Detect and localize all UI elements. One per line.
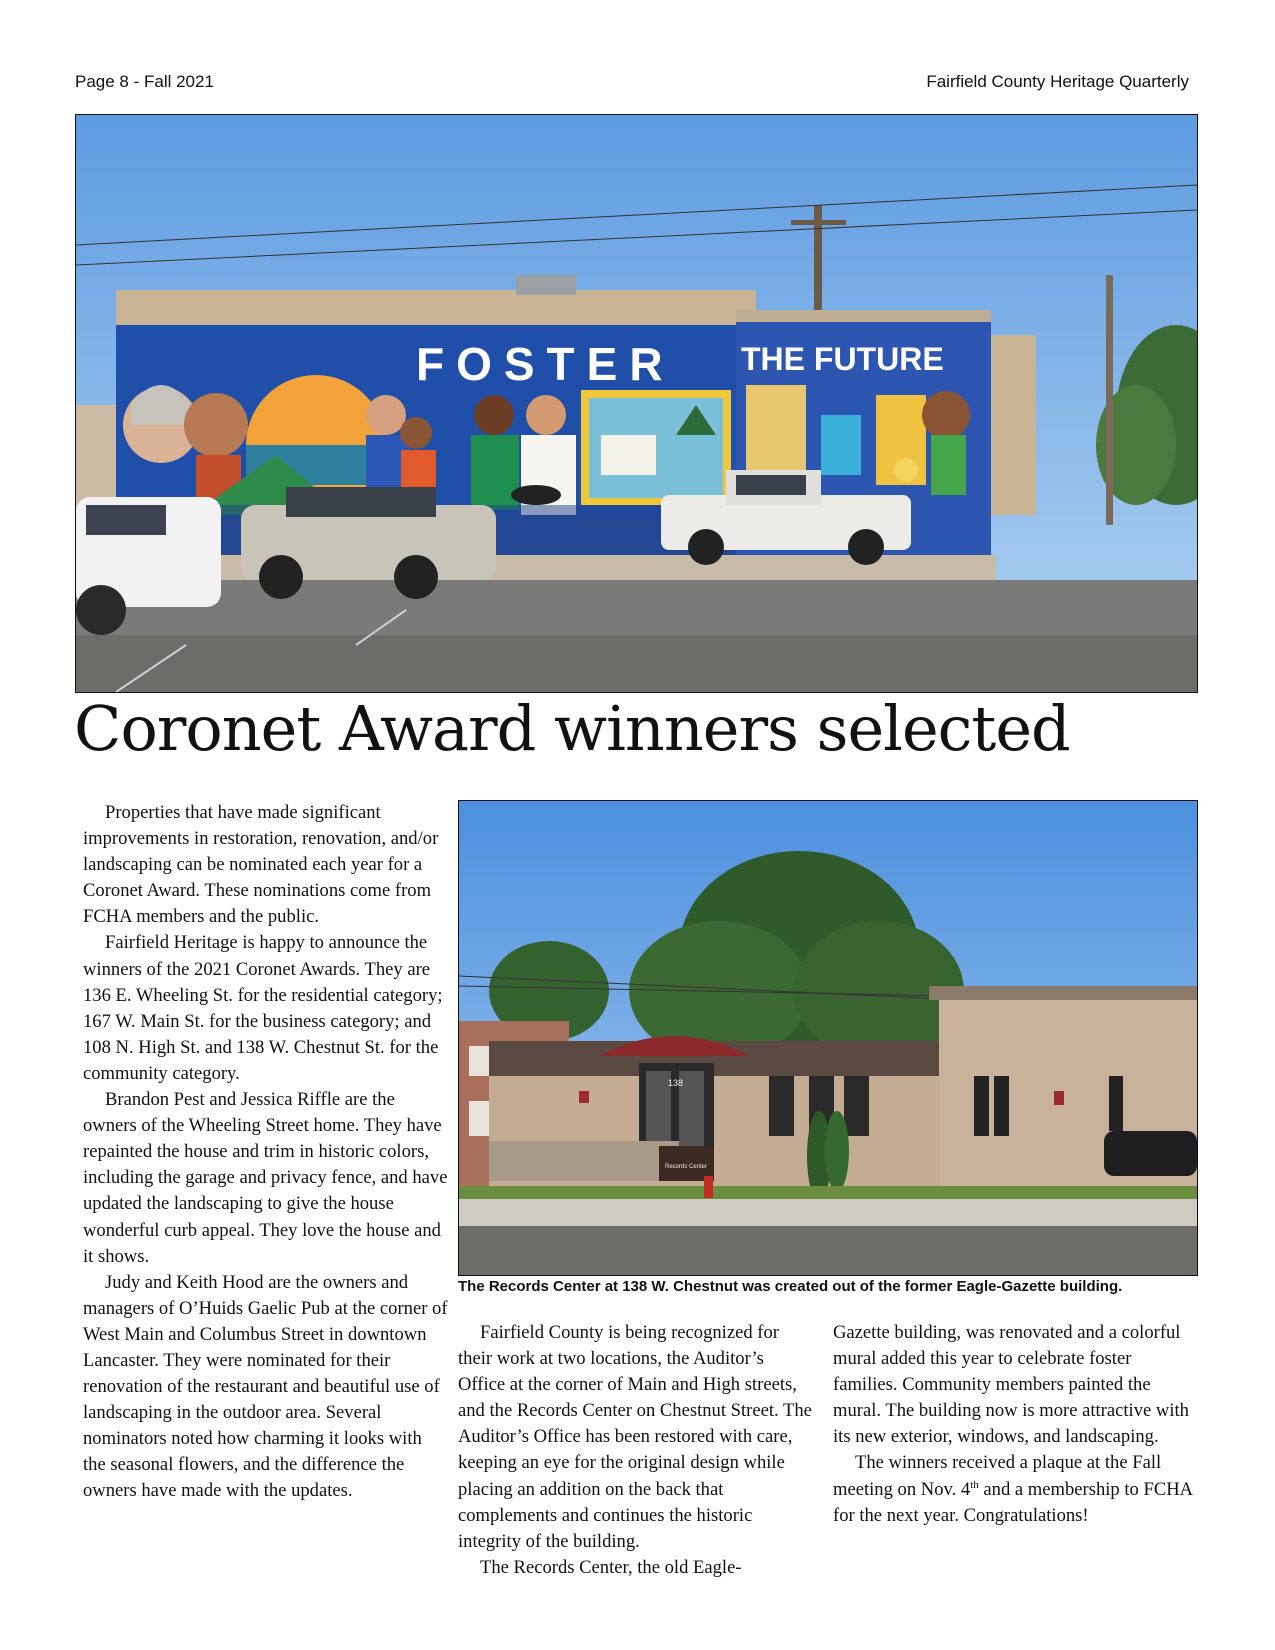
article-column-1 [83, 800, 448, 1505]
article-paragraph: The Records Center, the old Eagle- [480, 1556, 742, 1578]
svg-text:FOSTER: FOSTER [416, 338, 675, 390]
article-paragraph: Judy and Keith Hood are the owners and managers of O’Huids Gaelic Pub at the corner of West Main and Columbus Street in downtown Lancaster. They were nominated for their renovation of the restaurant and beautiful use of landscaping in the outdoor area. Several nominators noted how charming it looks with the seasonal flowers, and the difference the owners have made with the updates. [83, 1271, 448, 1502]
svg-text:THE FUTURE: THE FUTURE [741, 341, 944, 377]
photo-caption: The Records Center at 138 W. Chestnut was created out of the former Eagle-Gazette building. [458, 1278, 1123, 1295]
paragraph-text: The winners received a plaque at the Fall meeting on Nov. 4 [833, 1452, 1162, 1500]
ordinal-suffix: th [970, 1478, 979, 1491]
foster-the-future-mural-photo [75, 114, 1198, 693]
article-paragraph: Properties that have made significant improvements in restoration, renovation, and/or landscaping can be nominated each year for a Coronet Award. These nominations come from FCHA members and the public. [83, 802, 439, 928]
records-center-sign: Records Center [665, 1164, 708, 1170]
publication-title-header: Fairfield County Heritage Quarterly [926, 72, 1189, 91]
article-paragraph: Brandon Pest and Jessica Riffle are the owners of the Wheeling Street home. They have repainted the house and trim in historic colors, including the garage and privacy fence, and have updated the landscaping to give the house wonderful curb appeal. They love the house and it shows. [83, 1089, 448, 1267]
article-column-2 [458, 1320, 813, 1581]
article-paragraph: Fairfield Heritage is happy to announce the winners of the 2021 Coronet Awards. They are 136 E. Wheeling St. for the residential category; 167 W. Main St. for the business category; and 108 N. High St. and 138 W. Chestnut St. for the community category. [83, 932, 443, 1084]
article-paragraph: Fairfield County is being recognized for their work at two locations, the Auditor’s Office at the corner of Main and High streets, and the Records Center on Chestnut Street. The Auditor’s Office has been restored with care, keeping an eye for the original design while placing an addition on the back that complements and continues the historic integrity of the building. [458, 1322, 812, 1552]
article-paragraph: Gazette building, was renovated and a colorful mural added this year to celebrate foster families. Community members painted the mural. The building now is more attractive with its new exterior, windows, and landscaping. [833, 1322, 1189, 1448]
records-center-photo [458, 800, 1198, 1276]
paragraph-text: and a membership to FCHA for the next year. Congratulations! [833, 1478, 1193, 1526]
article-column-3 [833, 1320, 1195, 1529]
page-number-header: Page 8 - Fall 2021 [75, 72, 214, 91]
address-number: 138 [668, 1078, 684, 1088]
article-headline: Coronet Award winners selected [74, 692, 1070, 765]
article-paragraph [833, 1450, 1195, 1528]
